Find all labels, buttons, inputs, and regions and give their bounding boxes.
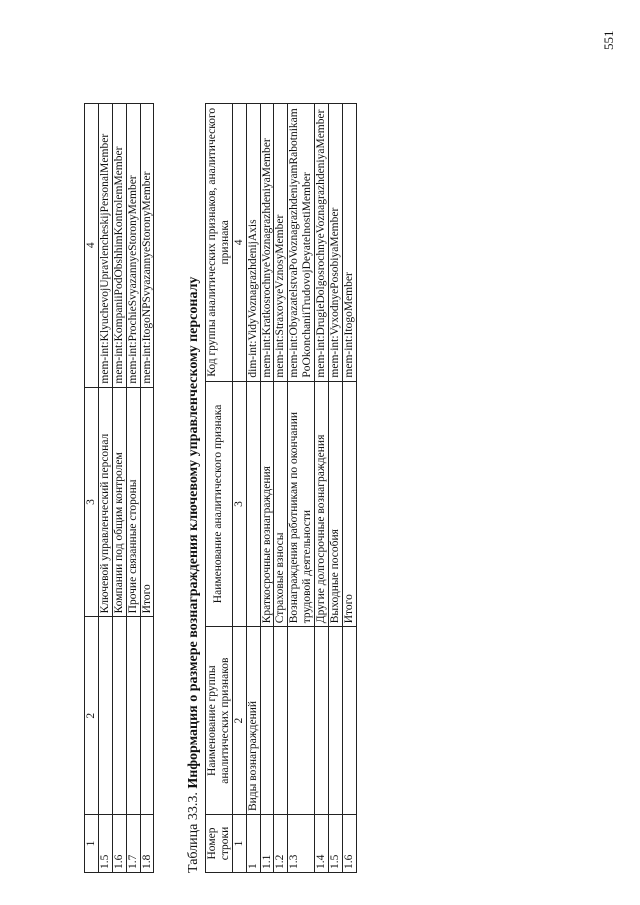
group-name [274, 627, 288, 815]
feature-name: Итого [140, 387, 154, 617]
col-number: 1 [85, 815, 99, 873]
row-number: 1.6 [112, 815, 126, 873]
col-number: 4 [85, 104, 99, 388]
group-name [342, 627, 356, 815]
table-row [274, 104, 288, 873]
table-row [315, 104, 329, 873]
row-number: 1.2 [274, 815, 288, 873]
col-number: 1 [232, 815, 246, 873]
row-number: 1.5 [98, 815, 112, 873]
row-number: 1.3 [288, 815, 315, 873]
feature-code: mem-int:ProchieSvyazannyeStoronyMember [126, 104, 140, 388]
remuneration-table [205, 103, 357, 873]
feature-code: mem-int:KratkosrochnyeVoznagrazhdeniyaMember [260, 104, 274, 382]
feature-name: Итого [342, 381, 356, 627]
column-header: Номер строки [206, 815, 233, 873]
column-number-row [232, 104, 246, 873]
table-row [328, 104, 342, 873]
table-row [112, 104, 126, 873]
group-name [112, 617, 126, 815]
table-caption-prefix: Таблица 33.3. [186, 792, 201, 873]
feature-code: mem-int:KlyuchevojUpravlencheskijPersonalMember [98, 104, 112, 388]
feature-code: mem-int:ObyazatelstvaPoVoznagrazhdeniyamRabotnikamPoOkonchaniiTrudovojDeyatelnostiMember [288, 104, 315, 382]
group-name [98, 617, 112, 815]
feature-name: Прочие связанные стороны [126, 387, 140, 617]
group-name [328, 627, 342, 815]
col-number: 3 [232, 381, 246, 627]
feature-code: mem-int:DrugieDolgosrochnyeVoznagrazhdeniyaMember [315, 104, 329, 382]
table-row [288, 104, 315, 873]
col-number: 3 [85, 387, 99, 617]
table-row [140, 104, 154, 873]
group-name [140, 617, 154, 815]
group-name [315, 627, 329, 815]
feature-name: Ключевой управленческий персонал [98, 387, 112, 617]
column-header: Код группы аналитических признаков, аналитического признака [206, 104, 233, 382]
feature-name: Другие долгосрочные вознаграждения [315, 381, 329, 627]
column-number-row [85, 104, 99, 873]
row-number: 1.7 [126, 815, 140, 873]
group-name: Виды вознаграждений [246, 627, 260, 815]
group-name [260, 627, 274, 815]
column-header: Наименование группы аналитических признаков [206, 627, 233, 815]
group-name [126, 617, 140, 815]
column-header: Наименование аналитического признака [206, 381, 233, 627]
table-caption-title: Информация о размере вознаграждения ключевому управленческому персоналу [186, 276, 201, 789]
col-number: 2 [232, 627, 246, 815]
row-number: 1.1 [260, 815, 274, 873]
feature-name: Страховые взносы [274, 381, 288, 627]
table-row [126, 104, 140, 873]
feature-name: Вознаграждения работникам по окончании трудовой деятельности [288, 381, 315, 627]
col-number: 4 [232, 104, 246, 382]
group-name [288, 627, 315, 815]
table-row [260, 104, 274, 873]
feature-code: mem-int:ItogoNPSvyazannyeStoronyMember [140, 104, 154, 388]
header-row [206, 104, 233, 873]
col-number: 2 [85, 617, 99, 815]
feature-code: mem-int:KompaniiPodObshhimKontrolemMember [112, 104, 126, 388]
table-caption [186, 277, 202, 873]
row-number: 1 [246, 815, 260, 873]
row-number: 1.6 [342, 815, 356, 873]
row-number: 1.8 [140, 815, 154, 873]
feature-code: mem-int:VyxodnyePosobiyaMember [328, 104, 342, 382]
feature-code: dim-int:VidyVoznagrazhdenijAxis [246, 104, 260, 382]
continued-table [84, 103, 154, 873]
row-number: 1.5 [328, 815, 342, 873]
table-row [246, 104, 260, 873]
page-number: 551 [601, 30, 616, 50]
row-number: 1.4 [315, 815, 329, 873]
feature-name: Компании под общим контролем [112, 387, 126, 617]
feature-name [246, 381, 260, 627]
feature-code: mem-int:ItogoMember [342, 104, 356, 382]
feature-code: mem-int:StraxovyeVznosyMember [274, 104, 288, 382]
table-row [342, 104, 356, 873]
feature-name: Выходные пособия [328, 381, 342, 627]
table-row [98, 104, 112, 873]
feature-name: Краткосрочные вознаграждения [260, 381, 274, 627]
